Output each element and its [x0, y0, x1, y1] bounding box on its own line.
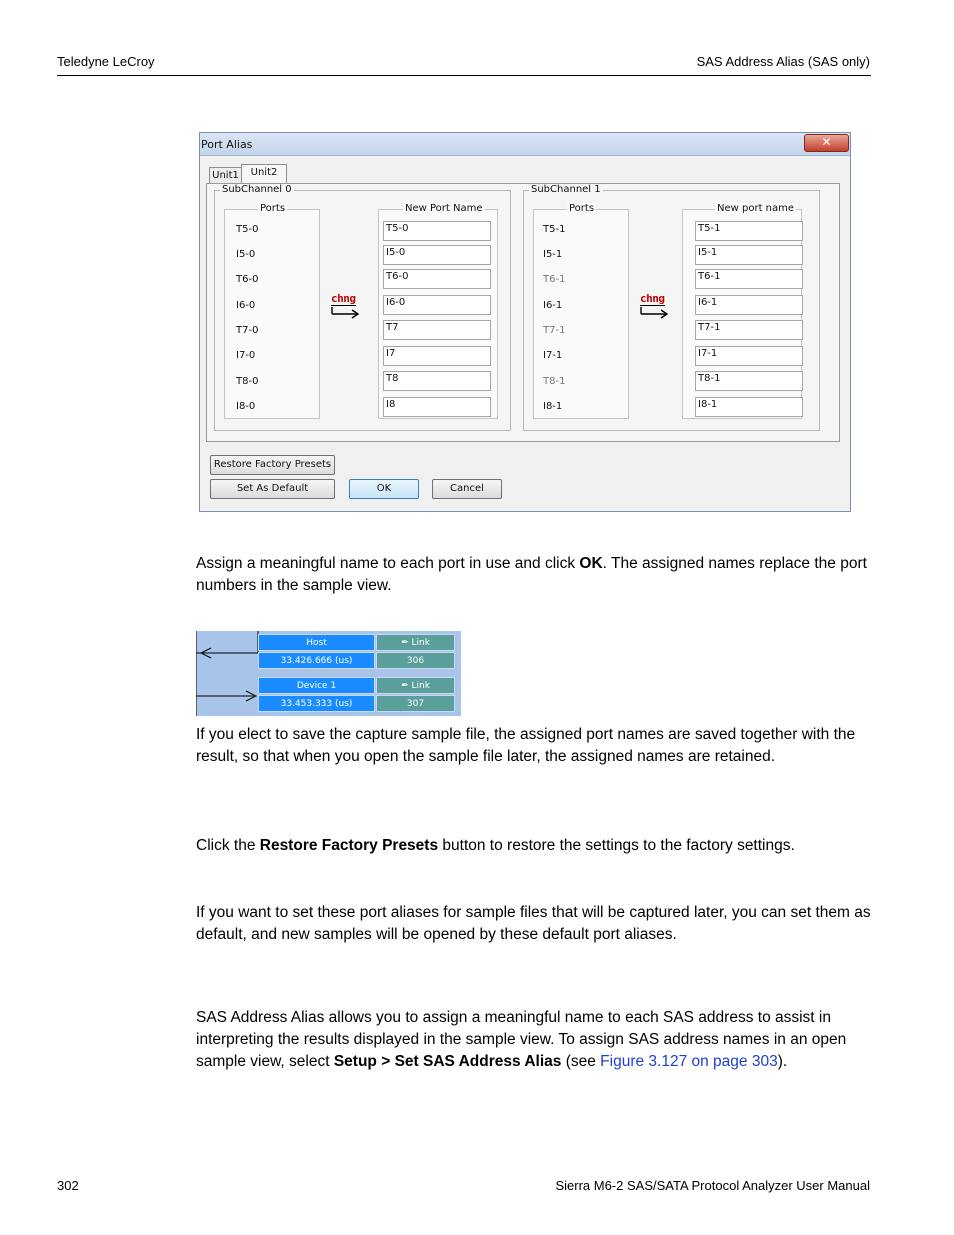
pin-icon: ✒	[401, 681, 409, 691]
subchannel-1-label: SubChannel 1	[531, 184, 601, 195]
port-label: T6-0	[236, 274, 259, 285]
new-name-field[interactable]: T6-1	[695, 269, 803, 289]
new-names-box-1	[682, 203, 802, 419]
new-port-name-label-0: New Port Name	[405, 203, 483, 214]
chng-label: chng	[331, 292, 356, 305]
paragraph-sas-alias	[196, 1007, 876, 1073]
header-left: Teledyne LeCroy	[57, 54, 155, 69]
text: ).	[777, 1053, 788, 1070]
link-cell[interactable]	[376, 634, 455, 651]
sample-view-snippet	[196, 631, 461, 716]
ports-box-0	[224, 203, 320, 419]
port-label: I7-0	[236, 350, 256, 361]
footer-title: Sierra M6-2 SAS/SATA Protocol Analyzer User Manual	[555, 1178, 870, 1193]
new-port-name-label-1: New port name	[717, 203, 795, 214]
port-label: I6-0	[236, 300, 256, 311]
new-name-field[interactable]: I6-1	[695, 295, 803, 315]
text: SAS Address Alias allows you to assign a meaningful name to each SAS address to assist in interpreting the results displayed in the sample view. To assign SAS address names in an open sample view, select	[196, 1009, 847, 1070]
port-label: T7-0	[236, 325, 259, 336]
subchannel-0-label: SubChannel 0	[222, 184, 292, 195]
chng-label: chng	[640, 292, 665, 305]
port-label: I6-1	[543, 300, 563, 311]
close-icon: ✕	[821, 135, 832, 149]
host-name-cell[interactable]: Host	[258, 634, 375, 651]
bold-text: OK	[579, 555, 603, 572]
link-cell[interactable]	[376, 677, 455, 694]
text: button to restore the settings to the factory settings.	[438, 837, 795, 854]
paragraph-restore	[196, 835, 876, 857]
arrow-right-icon	[640, 307, 670, 319]
host-time-cell[interactable]: 33.426.666 (us)	[258, 652, 375, 669]
new-name-field[interactable]: T7	[383, 320, 491, 340]
cancel-button[interactable]: Cancel	[432, 479, 502, 499]
new-name-field[interactable]: I5-0	[383, 245, 491, 265]
subchannel-1-group	[523, 184, 820, 431]
subchannel-0-group	[214, 184, 511, 431]
link-label: Link	[411, 681, 430, 691]
dialog-titlebar	[200, 133, 850, 156]
new-name-field[interactable]: T5-0	[383, 221, 491, 241]
change-button-0[interactable]	[331, 293, 363, 323]
port-label: I5-1	[543, 249, 563, 260]
new-name-field[interactable]: I5-1	[695, 245, 803, 265]
new-name-field[interactable]: T8-1	[695, 371, 803, 391]
page-number: 302	[57, 1178, 79, 1193]
bold-text: Restore Factory Presets	[259, 837, 439, 854]
header-right: SAS Address Alias (SAS only)	[696, 54, 870, 69]
restore-factory-presets-button[interactable]: Restore Factory Presets	[210, 455, 335, 475]
new-names-box-0	[378, 203, 498, 419]
new-name-field[interactable]: I8-1	[695, 397, 803, 417]
ports-box-1	[533, 203, 629, 419]
paragraph-set-default: If you want to set these port aliases for sample files that will be captured later, you can set them as default, and new samples will be opened by these default port aliases.	[196, 904, 871, 943]
port-label: T8-1	[543, 376, 566, 387]
device-name-cell[interactable]: Device 1	[258, 677, 375, 694]
new-name-field[interactable]: I8	[383, 397, 491, 417]
new-name-field[interactable]: T8	[383, 371, 491, 391]
port-label: I8-1	[543, 401, 563, 412]
new-name-field[interactable]: T5-1	[695, 221, 803, 241]
tab-unit1[interactable]: Unit1	[209, 167, 242, 183]
port-label: T5-1	[543, 224, 566, 235]
paragraph-save-sample: If you elect to save the capture sample file, the assigned port names are saved together with the result, so that when you open the sample file later, the assigned names are retained.	[196, 726, 856, 765]
header-rule	[57, 75, 871, 76]
ports-label-0: Ports	[260, 203, 286, 214]
link-number-cell[interactable]: 306	[376, 652, 455, 669]
text: Assign a meaningful name to each port in use and click	[196, 555, 580, 572]
new-name-field[interactable]: I7-1	[695, 346, 803, 366]
port-label: I8-0	[236, 401, 256, 412]
port-label: T8-0	[236, 376, 259, 387]
paragraph-assign-names	[196, 553, 876, 597]
text: Click the	[196, 837, 260, 854]
port-label: T5-0	[236, 224, 259, 235]
new-name-field[interactable]: T7-1	[695, 320, 803, 340]
port-label: T7-1	[543, 325, 566, 336]
new-name-field[interactable]: I7	[383, 346, 491, 366]
port-alias-dialog	[199, 132, 851, 512]
port-label: I7-1	[543, 350, 563, 361]
new-name-field[interactable]: T6-0	[383, 269, 491, 289]
change-button-1[interactable]	[640, 293, 672, 323]
figure-link[interactable]: Figure 3.127 on page 303	[600, 1053, 778, 1070]
ports-label-1: Ports	[569, 203, 595, 214]
close-button[interactable]	[804, 134, 849, 152]
port-label: T6-1	[543, 274, 566, 285]
arrow-right-icon	[331, 307, 361, 319]
ok-button[interactable]: OK	[349, 479, 419, 499]
link-label: Link	[411, 638, 430, 648]
tab-unit2[interactable]: Unit2	[241, 164, 287, 184]
bold-text: Setup > Set SAS Address Alias	[333, 1053, 562, 1070]
text: . The assigned names replace the port numbers in the sample view.	[196, 555, 867, 594]
text: (see	[561, 1053, 601, 1070]
set-as-default-button[interactable]: Set As Default	[210, 479, 335, 499]
device-time-cell[interactable]: 33.453.333 (us)	[258, 695, 375, 712]
link-number-cell[interactable]: 307	[376, 695, 455, 712]
new-name-field[interactable]: I6-0	[383, 295, 491, 315]
pin-icon: ✒	[401, 638, 409, 648]
port-label: I5-0	[236, 249, 256, 260]
dialog-title: Port Alias	[201, 138, 253, 151]
